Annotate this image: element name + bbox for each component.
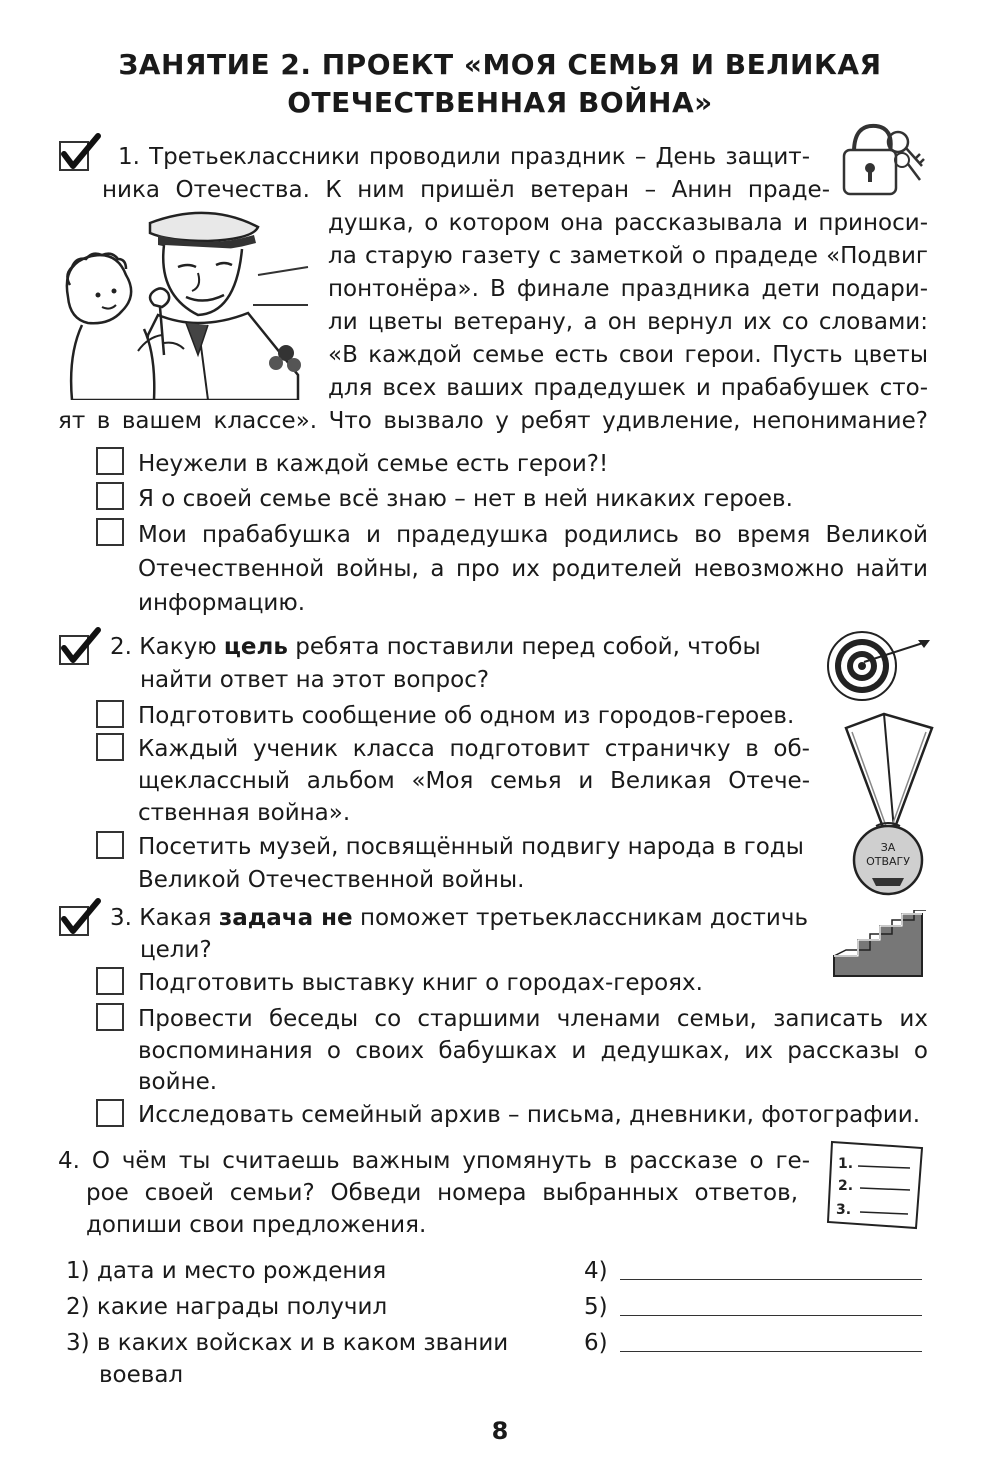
list-icon-num-1: 1. xyxy=(838,1156,854,1172)
q4-answer-1[interactable] xyxy=(66,1255,386,1288)
q4-line-1: 4. О чём ты считаешь важным упомянуть в рассказе о ге- xyxy=(58,1148,810,1174)
q1-line-2: ника Отечества. К ним пришёл ветеран – Анин праде- xyxy=(102,177,830,203)
medal-icon xyxy=(836,712,942,898)
q4-answer-6-num: 6) xyxy=(584,1330,608,1356)
q1-line-4: ла старую газету с заметкой о прадеде «Подвиг xyxy=(328,243,928,269)
q2-option-3-line-1: Посетить музей, посвящённый подвигу народа в годы xyxy=(138,834,804,860)
q2-option-2-line-1: Каждый ученик класса подготовит страничку в об- xyxy=(138,736,810,762)
q3-option-2-line-2: воспоминания о своих бабушках и дедушках, их рассказы о xyxy=(138,1038,928,1064)
list-icon-num-2: 2. xyxy=(838,1178,854,1194)
q2-number: 2. xyxy=(110,634,132,660)
q4-answer-1-num: 1) xyxy=(66,1258,90,1284)
q4-answer-5-blank[interactable] xyxy=(620,1315,922,1316)
q4-answer-3[interactable] xyxy=(66,1327,508,1360)
q2-question-line-1 xyxy=(110,631,761,664)
q4-answer-6-blank[interactable] xyxy=(620,1351,922,1352)
q1-option-3-line-3: информацию. xyxy=(138,590,306,616)
q3-bold: задача не xyxy=(218,905,353,931)
q2-post: ребята поставили перед собой, чтобы xyxy=(295,634,761,660)
q2-option-1: Подготовить сообщение об одном из городов-героев. xyxy=(138,703,795,729)
q4-answer-3-cont: воевал xyxy=(99,1362,184,1388)
q2-option-2-checkbox[interactable] xyxy=(96,733,124,761)
q4-answer-1-text: дата и место рождения xyxy=(96,1258,387,1284)
checkmark-icon xyxy=(58,626,102,668)
q1-option-3-checkbox[interactable] xyxy=(96,518,124,546)
q1-line-8: для всех ваших прадедушек и прабабушек сто- xyxy=(328,375,928,401)
q4-answer-2[interactable] xyxy=(66,1291,387,1324)
q4-answer-4-blank[interactable] xyxy=(620,1279,922,1280)
q2-question-line-2: найти ответ на этот вопрос? xyxy=(140,667,490,693)
q1-option-3-line-2: Отечественной войны, а про их родителей невозможно найти xyxy=(138,556,928,582)
page-title-line-1: ЗАНЯТИЕ 2. ПРОЕКТ «МОЯ СЕМЬЯ И ВЕЛИКАЯ xyxy=(118,48,882,81)
q2-option-2-line-2: щеклассный альбом «Моя семья и Великая Отече- xyxy=(138,768,810,794)
q1-line-9: ят в вашем классе». Что вызвало у ребят удивление, непонимание? xyxy=(58,408,928,434)
q1-line-3: душка, о котором она рассказывала и приноси- xyxy=(328,210,928,236)
q3-question-line-2: цели? xyxy=(140,937,212,963)
q4-line-2: рое своей семьи? Обведи номера выбранных ответов, xyxy=(86,1180,798,1206)
q1-line-7: «В каждой семье есть свои герои. Пусть цветы xyxy=(328,342,928,368)
q1-line-5: понтонёра». В финале праздника дети подари- xyxy=(328,276,928,302)
q2-option-2-line-3: ственная война». xyxy=(138,800,351,826)
q1-option-3-line-1: Мои прабабушка и прадедушка родились во время Великой xyxy=(138,522,928,548)
medal-text-2: ОТВАГУ xyxy=(866,855,910,868)
stairs-icon xyxy=(830,910,930,980)
q4-answer-2-text: какие награды получил xyxy=(96,1294,388,1320)
q3-option-2-checkbox[interactable] xyxy=(96,1003,124,1031)
q4-answer-3-num: 3) xyxy=(66,1330,90,1356)
q2-pre: Какую xyxy=(139,634,217,660)
q4-answer-5-num: 5) xyxy=(584,1294,608,1320)
q3-option-2-line-3: войне. xyxy=(138,1069,218,1095)
q2-option-3-checkbox[interactable] xyxy=(96,831,124,859)
padlock-keys-icon xyxy=(832,118,928,200)
numbered-list-icon xyxy=(826,1138,930,1232)
q1-option-1: Неужели в каждой семье есть герои?! xyxy=(138,451,609,477)
q4-answer-4-num: 4) xyxy=(584,1258,608,1284)
page-number: 8 xyxy=(491,1417,509,1445)
q4-answer-2-num: 2) xyxy=(66,1294,90,1320)
page-title-line-2: ОТЕЧЕСТВЕННАЯ ВОЙНА» xyxy=(287,86,713,119)
veteran-child-illustration xyxy=(58,205,316,400)
q1-line-6: ли цветы ветерану, а он вернул их со словами: xyxy=(328,309,928,335)
q3-question-line-1 xyxy=(110,902,808,935)
q1-option-2-checkbox[interactable] xyxy=(96,482,124,510)
target-icon xyxy=(826,626,936,702)
q3-option-1: Подготовить выставку книг о городах-героях. xyxy=(138,970,703,996)
q1-option-2: Я о своей семье всё знаю – нет в ней никаких героев. xyxy=(138,486,793,512)
q3-pre: Какая xyxy=(139,905,212,931)
q4-answer-3-text: в каких войсках и в каком звании xyxy=(96,1330,509,1356)
q4-line-3: допиши свои предложения. xyxy=(86,1212,427,1238)
q2-option-3-line-2: Великой Отечественной войны. xyxy=(138,867,525,893)
q2-bold: цель xyxy=(223,634,288,660)
q3-option-1-checkbox[interactable] xyxy=(96,967,124,995)
q3-number: 3. xyxy=(110,905,132,931)
q3-option-2-line-1: Провести беседы со старшими членами семьи, записать их xyxy=(138,1006,928,1032)
q3-option-3: Исследовать семейный архив – письма, дневники, фотографии. xyxy=(138,1102,921,1128)
list-icon-num-3: 3. xyxy=(836,1202,852,1218)
q3-post: поможет третьеклассникам достичь xyxy=(359,905,809,931)
q3-option-3-checkbox[interactable] xyxy=(96,1099,124,1127)
medal-text-1: ЗА xyxy=(880,841,896,854)
checkmark-icon xyxy=(58,132,102,174)
checkmark-icon xyxy=(58,897,102,939)
q1-option-1-checkbox[interactable] xyxy=(96,447,124,475)
q2-option-1-checkbox[interactable] xyxy=(96,700,124,728)
q1-line-1: 1. Третьеклассники проводили праздник – День защит- xyxy=(118,144,810,170)
